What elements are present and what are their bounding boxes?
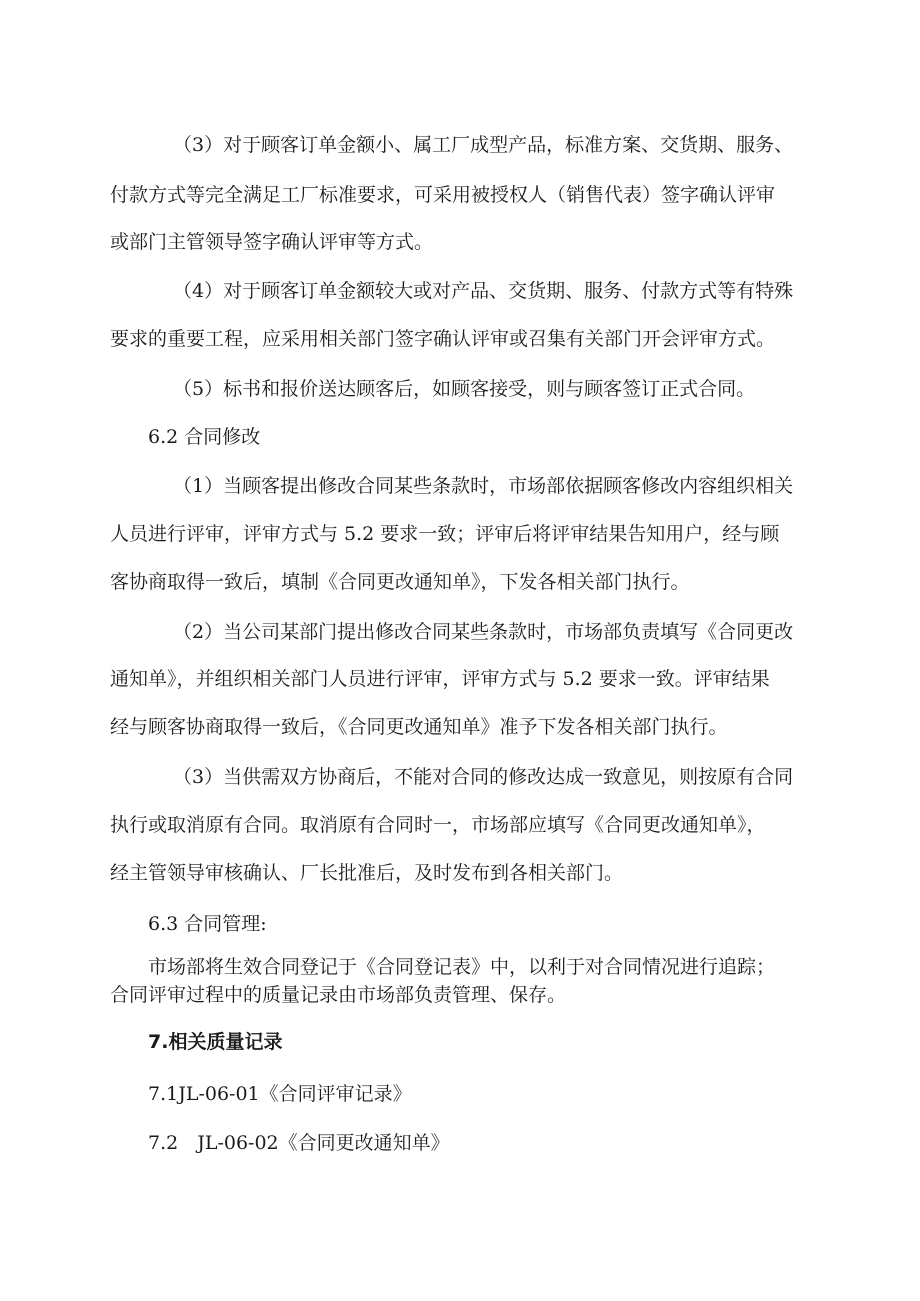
paragraph-5-line-1: （5）标书和报价送达顾客后，如顾客接受，则与顾客签订正式合同。 bbox=[173, 378, 756, 400]
record-7-2: 7.2 JL-06-02《合同更改通知单》 bbox=[148, 1132, 450, 1154]
section-heading-6-2: 6.2 合同修改 bbox=[148, 426, 261, 448]
paragraph-4-line-1: （4）对于顾客订单金额较大或对产品、交货期、服务、付款方式等有特殊 bbox=[173, 280, 794, 302]
modify-1-line-3: 客协商取得一致后，填制《合同更改通知单》，下发各相关部门执行。 bbox=[110, 571, 690, 593]
modify-3-line-2: 执行或取消原有合同。取消原有合同时一，市场部应填写《合同更改通知单》， bbox=[110, 814, 766, 836]
management-line-2: 合同评审过程中的质量记录由市场部负责管理、保存。 bbox=[110, 984, 567, 1006]
section-heading-7: 7.相关质量记录 bbox=[148, 1031, 283, 1053]
record-7-1: 7.1JL-06-01《合同评审记录》 bbox=[148, 1083, 412, 1105]
paragraph-4-line-2: 要求的重要工程，应采用相关部门签字确认评审或召集有关部门开会评审方式。 bbox=[110, 328, 776, 350]
modify-3-line-1: （3）当供需双方协商后，不能对合同的修改达成一致意见，则按原有合同 bbox=[173, 766, 794, 788]
paragraph-3-line-3: 或部门主管领导签字确认评审等方式。 bbox=[110, 231, 434, 253]
management-line-1: 市场部将生效合同登记于《合同登记表》中，以利于对合同情况进行追踪； bbox=[148, 956, 776, 978]
modify-2-line-2: 通知单》，并组织相关部门人员进行评审，评审方式与 5.2 要求一致。评审结果 bbox=[110, 668, 770, 690]
modify-2-line-3: 经与顾客协商取得一致后，《合同更改通知单》准予下发各相关部门执行。 bbox=[110, 716, 728, 738]
paragraph-3-line-1: （3）对于顾客订单金额小、属工厂成型产品，标准方案、交货期、服务、 bbox=[173, 134, 794, 156]
modify-1-line-1: （1）当顾客提出修改合同某些条款时，市场部依据顾客修改内容组织相关 bbox=[173, 475, 794, 497]
modify-3-line-3: 经主管领导审核确认、厂长批准后，及时发布到各相关部门。 bbox=[110, 862, 624, 884]
section-heading-6-3: 6.3 合同管理: bbox=[148, 913, 267, 935]
modify-1-line-2: 人员进行评审，评审方式与 5.2 要求一致；评审后将评审结果告知用户，经与顾 bbox=[110, 523, 780, 545]
modify-2-line-1: （2）当公司某部门提出修改合同某些条款时，市场部负责填写《合同更改 bbox=[173, 621, 794, 643]
paragraph-3-line-2: 付款方式等完全满足工厂标准要求，可采用被授权人（销售代表）签字确认评审 bbox=[110, 184, 776, 206]
